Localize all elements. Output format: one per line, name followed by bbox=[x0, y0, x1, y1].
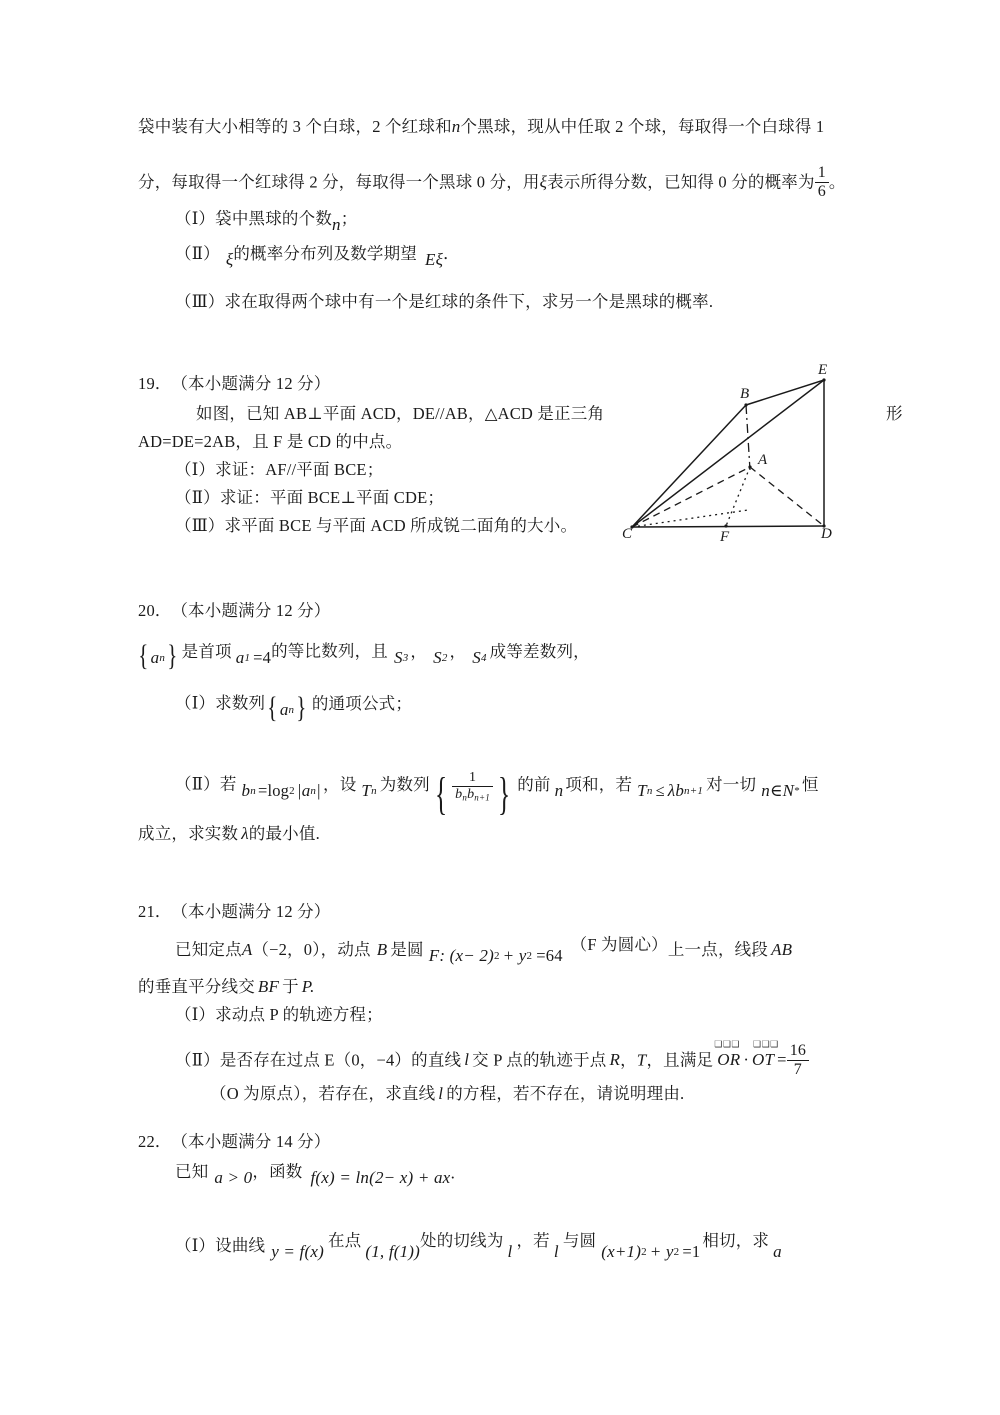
p20-bn-sub: n bbox=[250, 784, 256, 797]
p19-score: （本小题满分 12 分） bbox=[179, 374, 331, 393]
p18-part2-end: ． bbox=[443, 244, 460, 263]
p20-lambda-b-sub: n+1 bbox=[684, 784, 704, 797]
p20-S3-sub: 3 bbox=[402, 651, 409, 664]
p22-yuyuan: 与圆 bbox=[562, 1231, 597, 1250]
p21-point-R: R bbox=[609, 1050, 621, 1070]
p20-frac-den-b1: b bbox=[455, 787, 463, 803]
p18-fraction-one-sixth bbox=[815, 165, 829, 200]
p22-circle-part1: (x+1) bbox=[601, 1242, 642, 1262]
p18-part3-label: （Ⅲ） bbox=[175, 292, 225, 311]
p20-seq-sub: n bbox=[159, 651, 166, 664]
p20-duiyiqie: 对一切 bbox=[706, 774, 757, 794]
p20-abs-close: | bbox=[316, 781, 321, 801]
p21-part3-text-a: （O 为原点），若存在，求直线 bbox=[210, 1084, 436, 1103]
p21-l2-text-b: 于 bbox=[282, 977, 299, 996]
p20-S4: S bbox=[472, 648, 481, 668]
problem21-line1 bbox=[175, 936, 792, 965]
p20-Tn2: T bbox=[637, 781, 647, 801]
p20-seq-var: a bbox=[150, 648, 160, 668]
problem20-header bbox=[138, 602, 331, 619]
p20-abs-an: |a bbox=[296, 781, 311, 801]
p20-Tn: T bbox=[361, 781, 372, 801]
p21-point-T: T bbox=[636, 1050, 647, 1070]
p21-fraction-16-7 bbox=[787, 1043, 809, 1078]
p20-bn-var: b bbox=[241, 781, 251, 801]
p20-p1-seq-sub: n bbox=[288, 703, 295, 716]
problem18-part3 bbox=[175, 293, 713, 310]
problem18-line1 bbox=[138, 118, 824, 136]
p18-part1-text: 袋中黑球的个数 bbox=[215, 209, 333, 228]
p21-part2-comma: ， bbox=[620, 1050, 637, 1070]
p22-yizhi: 已知 bbox=[175, 1162, 209, 1181]
p20-S2: S bbox=[433, 648, 442, 668]
figure-label-F: F bbox=[720, 529, 730, 545]
figure-label-A: A bbox=[758, 452, 768, 468]
p20-heng: 恒 bbox=[801, 774, 819, 794]
p20-l1-text-b: 的等比数列，且 bbox=[271, 641, 389, 661]
problem18-line2 bbox=[138, 165, 846, 200]
p19-part2-text: （Ⅱ）求证：平面 BCE⊥平面 CDE； bbox=[175, 488, 445, 507]
figure-label-E: E bbox=[818, 362, 828, 378]
p19-part1-text: （Ⅰ）求证：AF//平面 BCE； bbox=[175, 460, 384, 479]
p21-dot-product-op: · bbox=[743, 1050, 750, 1070]
problem21-part1 bbox=[175, 1006, 383, 1023]
p20-abs-an-sub: n bbox=[310, 784, 317, 797]
p21-center-note: （F 为圆心） bbox=[570, 935, 668, 954]
problem19-part1 bbox=[175, 461, 383, 478]
p22-tangent-line-l2: l bbox=[553, 1242, 559, 1262]
p22-circle-value: =1 bbox=[682, 1242, 701, 1262]
p19-l1-tail: 形 bbox=[886, 404, 903, 423]
p20-part1-text: 求数列 bbox=[215, 693, 266, 713]
p21-A-coord: （−2，0），动点 bbox=[252, 939, 371, 959]
p20-part2-ruo: 若 bbox=[219, 774, 237, 794]
p21-circle-F: F bbox=[428, 946, 440, 966]
p20-log: =log bbox=[257, 780, 290, 800]
p20-part1-label: （Ⅰ） bbox=[175, 693, 216, 713]
p21-frac-den: 7 bbox=[793, 1061, 802, 1078]
p22-circle-part2: + y bbox=[649, 1242, 674, 1262]
p18-l1-text-b: 个黑球，现从中任取 2 个球，每取得一个白球得 1 bbox=[460, 117, 825, 136]
p22-chude: 处的切线为 bbox=[420, 1231, 504, 1250]
p21-circle-sup2: 2 bbox=[526, 950, 533, 963]
p20-comma-she: ，设 bbox=[323, 774, 357, 794]
p18-part3-text: 求在取得两个球中有一个是红球的条件下，求另一个是黑球的概率. bbox=[224, 292, 714, 311]
p21-part3-line-l: l bbox=[438, 1084, 444, 1103]
problem20-last-line bbox=[138, 825, 320, 843]
p20-last-lambda: λ bbox=[241, 824, 249, 843]
p20-n-in-N: n∈N bbox=[761, 781, 795, 801]
p21-vector-OT bbox=[752, 1039, 779, 1070]
p21-vector-OT-label: OT bbox=[752, 1050, 775, 1070]
p20-frac-den-b2-sub: n+1 bbox=[474, 792, 490, 803]
p20-S4-sub: 4 bbox=[480, 651, 487, 664]
p18-l2-xi: ξ bbox=[539, 172, 548, 192]
p20-frac-open-brace: { bbox=[434, 768, 448, 819]
p20-seq-close-brace: } bbox=[167, 639, 178, 672]
problem22-part1 bbox=[175, 1232, 782, 1261]
problem19-part2 bbox=[175, 489, 444, 506]
p21-l1-text-c: 上一点，线段 bbox=[667, 939, 769, 959]
p21-vector-OR-label: OR bbox=[717, 1050, 741, 1070]
p22-comma-ruo: ，若 bbox=[516, 1231, 550, 1250]
p20-last-text: 成立，求实数 bbox=[138, 824, 239, 843]
p20-a1-var: a bbox=[235, 648, 245, 668]
p18-part2-expectation: Eξ bbox=[425, 250, 444, 270]
p21-circle-value: =64 bbox=[536, 946, 563, 966]
p20-part1-tail: 的通项公式； bbox=[311, 693, 413, 713]
p20-number: 20． bbox=[138, 601, 172, 620]
p20-a1-value: =4 bbox=[253, 647, 272, 667]
figure-label-C: C bbox=[622, 526, 633, 542]
p20-frac-num: 1 bbox=[452, 771, 493, 787]
p21-equals: = bbox=[777, 1050, 787, 1070]
problem22-header bbox=[138, 1133, 331, 1150]
p20-frac-den bbox=[452, 787, 493, 803]
p21-part2-text-b: 交 P 点的轨迹于点 bbox=[472, 1050, 607, 1070]
p20-N-star: * bbox=[794, 784, 800, 797]
p19-number: 19． bbox=[138, 374, 172, 393]
p22-shequxian: 设曲线 bbox=[215, 1235, 266, 1255]
p18-part2-label: （Ⅱ） bbox=[175, 244, 220, 263]
p20-frac-den-b2: b bbox=[467, 787, 475, 803]
p20-n-var: n bbox=[554, 781, 564, 801]
p20-S2-sub: 2 bbox=[441, 651, 448, 664]
p21-circle-eq1: : (x− 2) bbox=[439, 946, 494, 966]
p19-l1-text: 如图，已知 AB⊥平面 ACD，DE//AB，△ACD 是正三角 bbox=[196, 404, 605, 423]
p22-tangent-line-l: l bbox=[507, 1242, 513, 1262]
p22-comma-hanshu: ，函数 bbox=[252, 1162, 303, 1181]
p18-frac-numerator: 1 bbox=[815, 165, 829, 183]
p21-part1-text: （Ⅰ）求动点 P 的轨迹方程； bbox=[175, 1005, 383, 1024]
problem20-part2 bbox=[175, 770, 819, 818]
p22-tangent-point: (1, f(1)) bbox=[365, 1242, 421, 1262]
p20-p1-close-brace: } bbox=[296, 691, 307, 724]
p22-circle-sup1: 2 bbox=[641, 1246, 647, 1259]
p21-score: （本小题满分 12 分） bbox=[179, 902, 331, 921]
p20-Tn2-sub: n bbox=[646, 784, 653, 797]
p22-xiangqie: 相切，求 bbox=[702, 1231, 770, 1250]
problem19-line1 bbox=[196, 405, 604, 422]
p21-vector-OR-arrow-glyph: ❑❑❑ bbox=[714, 1039, 740, 1050]
p18-part1-var: n bbox=[332, 215, 341, 235]
p21-part2-text-a: （Ⅱ）是否存在过点 E（0，−4）的直线 bbox=[175, 1050, 462, 1070]
p21-circle-eq2: + y bbox=[502, 946, 527, 966]
p21-vector-OR bbox=[713, 1039, 741, 1070]
p22-solve-for-a: a bbox=[773, 1242, 782, 1262]
p20-lambda-b: λb bbox=[667, 781, 685, 801]
p20-frac-den-b1-sub: n bbox=[462, 792, 468, 803]
problem22-line1 bbox=[175, 1163, 455, 1187]
p22-part1-label: （Ⅰ） bbox=[175, 1235, 216, 1255]
problem21-part3 bbox=[210, 1085, 684, 1103]
p20-fraction bbox=[452, 771, 493, 803]
p21-segment-BF: BF bbox=[257, 977, 280, 996]
p21-point-B: B bbox=[376, 939, 388, 959]
figure-label-B: B bbox=[740, 386, 750, 402]
p22-condition-a: a > 0 bbox=[214, 1168, 253, 1188]
p21-circle-sup1: 2 bbox=[493, 950, 500, 963]
p18-part2-text: 的概率分布列及数学期望 bbox=[233, 244, 418, 263]
p18-part1-end: ； bbox=[340, 209, 358, 228]
problem18-part1 bbox=[175, 210, 357, 234]
p20-l1-text-c: 成等差数列， bbox=[489, 641, 590, 661]
p20-a1-sub: 1 bbox=[244, 651, 251, 664]
p20-frac-close-brace: } bbox=[497, 768, 511, 819]
figure-label-D: D bbox=[821, 526, 832, 542]
p21-number: 21． bbox=[138, 902, 172, 921]
p20-S3: S bbox=[394, 648, 403, 668]
p19-part3-text: （Ⅲ）求平面 BCE 与平面 ACD 所成锐二面角的大小。 bbox=[175, 516, 578, 535]
problem21-line2 bbox=[138, 978, 315, 996]
problem21-header bbox=[138, 903, 331, 920]
problem19-figure bbox=[610, 360, 860, 550]
p22-number: 22． bbox=[138, 1132, 172, 1151]
p20-last-tail: 的最小值. bbox=[248, 824, 320, 843]
p21-l1-text-b: 是圆 bbox=[390, 939, 424, 959]
p21-part2-text-c: ，且满足 bbox=[646, 1050, 714, 1070]
p22-score: （本小题满分 14 分） bbox=[179, 1132, 331, 1151]
p21-vector-OT-arrow-glyph: ❑❑❑ bbox=[753, 1039, 779, 1050]
p20-seq-open-brace: { bbox=[138, 639, 149, 672]
p20-deqian: 的前 bbox=[517, 774, 551, 794]
p21-point-A: A bbox=[241, 939, 253, 959]
p20-part2-label: （Ⅱ） bbox=[175, 774, 220, 794]
p20-xianghe: 项和，若 bbox=[565, 774, 633, 794]
p22-circle-sup2: 2 bbox=[673, 1246, 680, 1259]
p21-point-P: P. bbox=[301, 977, 315, 996]
problem20-part1 bbox=[175, 692, 412, 724]
problem19-header bbox=[138, 375, 331, 392]
p18-l1-var-n: n bbox=[451, 117, 461, 136]
p18-part2-xi: ξ bbox=[225, 250, 234, 270]
p20-weishulie: 为数列 bbox=[379, 774, 430, 794]
p21-part3-text-b: 的方程，若不存在，请说明理由. bbox=[446, 1084, 685, 1103]
p22-function-fx: f(x) = ln(2− x) + ax bbox=[310, 1168, 451, 1188]
problem21-part2 bbox=[175, 1039, 809, 1078]
p22-period: · bbox=[450, 1168, 455, 1188]
problem20-line1: { an} 是首项 a1 =4的等比数列，且 S3 ， S2 ， S4 成等差数列， bbox=[138, 639, 590, 672]
problem18-part2 bbox=[175, 245, 460, 269]
p18-l2-text-b: 表示所得分数，已知得 0 分的概率为 bbox=[547, 172, 815, 192]
p18-l2-period: 。 bbox=[828, 172, 846, 192]
p20-leq: ≤ bbox=[655, 780, 665, 800]
p19-l2-text: AD=DE=2AB，且 F 是 CD 的中点。 bbox=[138, 432, 403, 451]
p20-p1-open-brace: { bbox=[267, 691, 278, 724]
solid-geometry-svg bbox=[610, 360, 860, 550]
p18-frac-denominator: 6 bbox=[817, 183, 826, 200]
p21-l2-text-a: 的垂直平分线交 bbox=[138, 977, 255, 996]
p20-p1-seq-var: a bbox=[279, 700, 289, 720]
p20-l1-text-a: 是首项 bbox=[181, 641, 232, 661]
p21-line-l: l bbox=[464, 1050, 470, 1070]
p18-part1-label: （Ⅰ） bbox=[175, 209, 216, 228]
p21-frac-num: 16 bbox=[787, 1043, 809, 1061]
p18-l1-text-a: 袋中装有大小相等的 3 个白球，2 个红球和 bbox=[138, 117, 452, 136]
p20-log-base: 2 bbox=[289, 784, 295, 797]
p21-segment-AB: AB bbox=[771, 939, 793, 959]
p18-l2-text-a: 分，每取得一个红球得 2 分，每取得一个黑球 0 分，用 bbox=[138, 172, 540, 192]
p22-zaidian: 在点 bbox=[327, 1231, 362, 1250]
p22-curve-y: y = f(x) bbox=[271, 1242, 324, 1262]
p20-score: （本小题满分 12 分） bbox=[179, 601, 331, 620]
problem19-part3 bbox=[175, 517, 577, 534]
problem19-line2 bbox=[138, 433, 402, 450]
problem19-line1-tail bbox=[886, 405, 903, 422]
p21-l1-text-a: 已知定点 bbox=[175, 939, 242, 959]
p20-Tn-sub: n bbox=[371, 784, 377, 797]
